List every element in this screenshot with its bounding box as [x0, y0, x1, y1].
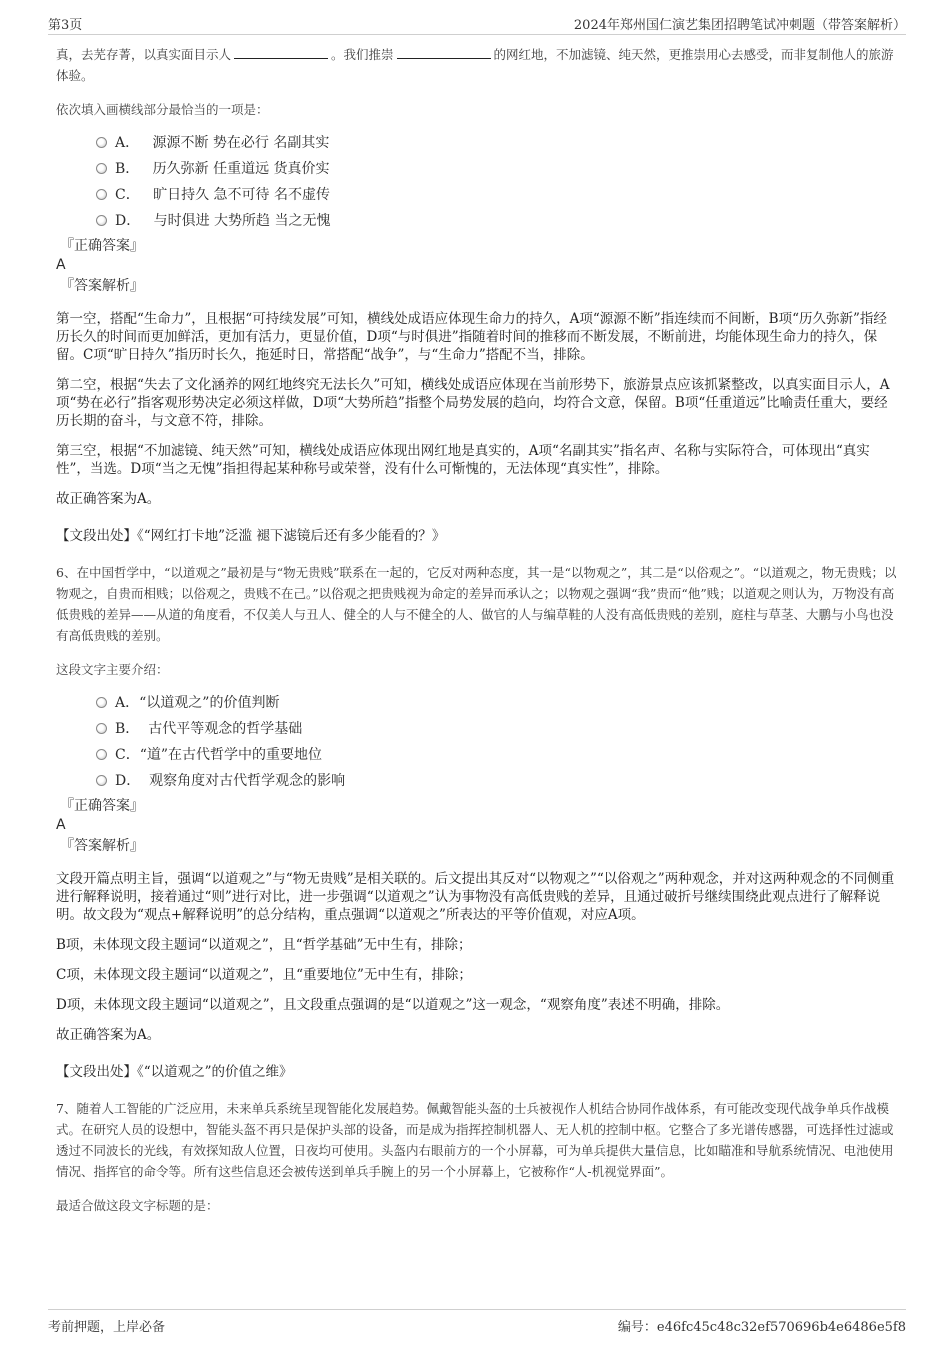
option-key: C．	[115, 747, 140, 763]
question-5-text	[56, 44, 900, 86]
option-d[interactable]	[96, 208, 900, 234]
question-5-prompt: 依次填入画横线部分最恰当的一项是：	[56, 102, 269, 117]
option-key: A．	[115, 695, 140, 711]
option-key: C．	[115, 187, 140, 203]
option-text: 观察角度对古代哲学观念的影响	[149, 773, 346, 789]
option-b[interactable]	[96, 716, 900, 742]
question-6-options	[96, 690, 900, 794]
radio-icon[interactable]	[96, 775, 107, 786]
radio-icon[interactable]	[96, 723, 107, 734]
option-b[interactable]	[96, 156, 900, 182]
option-a[interactable]	[96, 130, 900, 156]
radio-icon[interactable]	[96, 215, 107, 226]
option-text: 历久弥新 任重道远 货真价实	[152, 161, 330, 177]
analysis-paragraph: B项，未体现文段主题词“以道观之”，且“哲学基础”无中生有，排除；	[56, 937, 472, 953]
option-key: B．	[115, 161, 140, 177]
option-text: 旷日持久 急不可待 名不虚传	[153, 187, 330, 203]
page-number: 第3页	[48, 18, 83, 33]
correct-answer-label: 『正确答案』	[60, 238, 144, 254]
radio-icon[interactable]	[96, 189, 107, 200]
footer-slogan: 考前押题，上岸必备	[48, 1320, 166, 1335]
question-7-text: 7、随着人工智能的广泛应用，未来单兵系统呈现智能化发展趋势。佩戴智能头盔的士兵被视作人机结合协同作战体系，有可能改变现代战争单兵作战模式。在研究人员的设想中，智能头盔不再只是保护头部的设备，而是成为指挥控制机器人、无人机的控制中枢。它整合了多光谱传感器，可选择性过滤或透过不同波长的光线，有效探知敌人位置，日夜均可使用。头盔内右眼前方的一个小屏幕，可为单兵提供大量信息，比如瞄准和导航系统情况、电池使用情况、指挥官的命令等。所有这些信息还会被传送到单兵手腕上的另一个小屏幕上，它被称作“人-机视觉界面”。	[56, 1101, 894, 1179]
page-footer	[48, 1309, 906, 1336]
option-text: 源源不断 势在必行 名副其实	[152, 135, 330, 151]
option-text: 古代平等观念的哲学基础	[148, 721, 303, 737]
radio-icon[interactable]	[96, 749, 107, 760]
option-text: 与时俱进 大势所趋 当之无愧	[153, 213, 331, 229]
option-c[interactable]	[96, 182, 900, 208]
option-d[interactable]	[96, 768, 900, 794]
analysis-conclusion: 故正确答案为A。	[56, 1027, 161, 1043]
analysis-paragraph: 第三空，根据“不加滤镜、纯天然”可知，横线处成语应体现出网红地是真实的，A项“名副其实”指名声、名称与实际符合，可体现出“真实性”，当选。D项“当之无愧”指担得起某种称号或荣誉，没有什么可惭愧的，无法体现“真实性”，排除。	[56, 443, 870, 477]
option-key: D．	[115, 773, 141, 789]
option-text: “道”在古代哲学中的重要地位	[139, 747, 323, 763]
document-title: 2024年郑州国仁演艺集团招聘笔试冲刺题（带答案解析）	[573, 18, 906, 33]
analysis-label: 『答案解析』	[60, 278, 144, 294]
option-a[interactable]	[96, 690, 900, 716]
source-citation: 【文段出处】《“以道观之”的价值之维》	[56, 1064, 293, 1080]
blank-line	[397, 46, 491, 59]
question-6-text: 6、在中国哲学中，“以道观之”最初是与“物无贵贱”联系在一起的，它反对两种态度，其一是“以物观之”，其二是“以俗观之”。“以道观之，物无贵贱；以物观之，自贵而相贱；以俗观之，贵贱不在己。”以俗观之把贵贱视为命定的差异而承认之；以物观之强调“我”贵而“他”贱；以道观之则认为，万物没有高低贵贱的差异——从道的角度看，不仅美人与丑人、健全的人与不健全的人、做官的人与编草鞋的人没有高低贵贱的差别，庭柱与草茎、大鹏与小鸟也没有高低贵贱的差别。	[56, 565, 897, 643]
analysis-paragraph: 文段开篇点明主旨，强调“以道观之”与“物无贵贱”是相关联的。后文提出其反对“以物观之”“以俗观之”两种观念，并对这两种观念的不同侧重进行解释说明，接着通过“则”进行对比，进一步强调“以道观之”认为事物没有高低贵贱的差异，且通过破折号继续围绕此观点进行了解释说明。故文段为“观点+解释说明”的总分结构，重点强调“以道观之”所表达的平等价值观，对应A项。	[56, 871, 895, 923]
blank-line	[234, 46, 328, 59]
analysis-label: 『答案解析』	[60, 838, 144, 854]
option-key: B．	[115, 721, 140, 737]
analysis-conclusion: 故正确答案为A。	[56, 491, 161, 507]
q5-text-part-3: 的网红地，不加滤镜、纯天然，更推崇用心去感受，而非复制他人的旅游体验。	[56, 47, 894, 83]
page-content	[56, 44, 900, 1226]
option-text: “以道观之”的价值判断	[139, 695, 280, 711]
document-id: 编号：e46fc45c48c32ef570696b4e6486e5f8	[617, 1320, 906, 1335]
analysis-paragraph: D项，未体现文段主题词“以道观之”，且文段重点强调的是“以道观之”这一观念，“观察角度”表述不明确，排除。	[56, 997, 730, 1013]
question-5-options	[96, 130, 900, 234]
radio-icon[interactable]	[96, 163, 107, 174]
q5-text-part-1: 真，去芜存菁，以真实面目示人	[56, 47, 232, 62]
page-header	[48, 10, 906, 35]
analysis-paragraph: 第一空，搭配“生命力”，且根据“可持续发展”可知，横线处成语应体现生命力的持久，A项“源源不断”指连续而不间断，B项“历久弥新”指经历长久的时间而更加鲜活，更加有活力，更显价值，D项“与时俱进”指随着时间的推移而不断发展，不断前进，均能体现生命力的持久，保留。C项“旷日持久”指历时长久，拖延时日，常搭配“战争”，与“生命力”搭配不当，排除。	[56, 311, 887, 363]
option-key: D．	[115, 213, 141, 229]
correct-answer-label: 『正确答案』	[60, 798, 144, 814]
question-7-prompt: 最适合做这段文字标题的是：	[56, 1198, 219, 1213]
source-citation: 【文段出处】《“网红打卡地”泛滥 褪下滤镜后还有多少能看的？》	[56, 528, 446, 544]
question-6-prompt: 这段文字主要介绍：	[56, 662, 169, 677]
radio-icon[interactable]	[96, 137, 107, 148]
option-key: A．	[115, 135, 140, 151]
option-c[interactable]	[96, 742, 900, 768]
radio-icon[interactable]	[96, 697, 107, 708]
analysis-paragraph: 第二空，根据“失去了文化涵养的网红地终究无法长久”可知，横线处成语应体现在当前形势下，旅游景点应该抓紧整改，以真实面目示人，A项“势在必行”指客观形势决定必须这样做，D项“大势所趋”指整个局势发展的趋向，均符合文意，保留。B项“任重道远”比喻责任重大，要经历长期的奋斗，与文意不符，排除。	[56, 377, 890, 429]
q5-text-part-2: 。我们推崇	[331, 47, 394, 62]
analysis-paragraph: C项，未体现文段主题词“以道观之”，且“重要地位”无中生有，排除；	[56, 967, 472, 983]
correct-answer: A	[56, 257, 66, 273]
correct-answer: A	[56, 817, 66, 833]
